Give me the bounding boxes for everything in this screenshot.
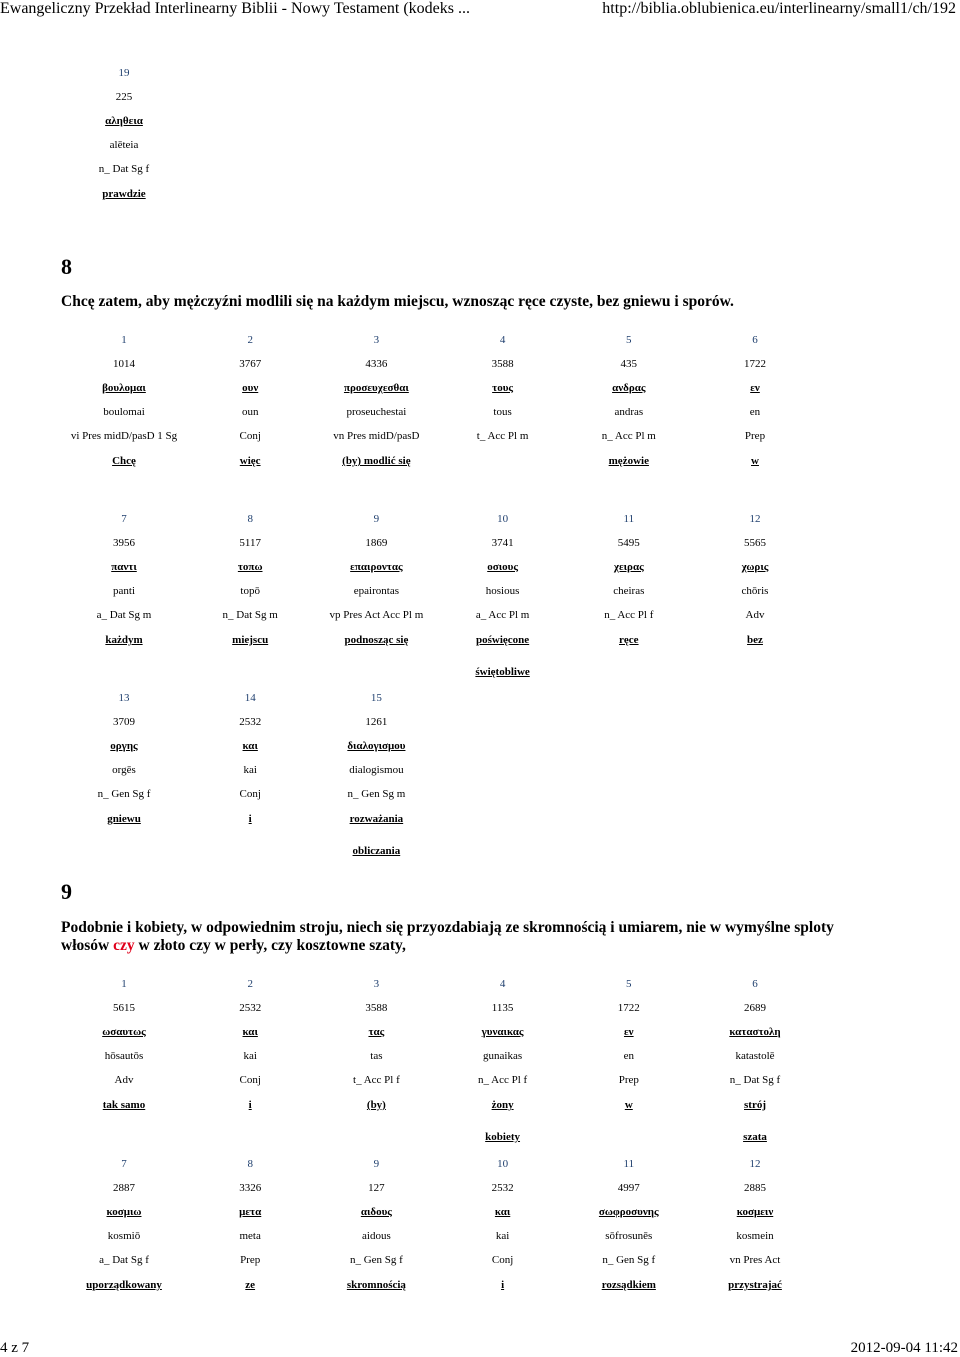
word-polish[interactable]: prawdzie [102,188,146,200]
word-greek[interactable]: κοσμιω [106,1206,142,1218]
word-strong: 2532 [239,1002,262,1014]
word-translit: kai [243,1050,257,1062]
word-polish[interactable]: przystrajać [728,1279,782,1291]
word-polish-extra[interactable]: kobiety [485,1131,521,1143]
word-translit: meta [239,1230,261,1242]
word-num: 2 [247,334,253,346]
word-strong: 1869 [365,537,388,549]
word-polish[interactable]: Chcę [112,455,136,467]
word-translit: en [749,406,761,418]
word-translit: kai [243,764,257,776]
word-polish[interactable]: mężowie [608,455,649,467]
word-num: 9 [373,1158,380,1170]
word-polish[interactable]: rozważania [349,813,404,825]
word-greek[interactable]: ουν [242,382,259,394]
word-morph: n_ Acc Pl f [477,1074,528,1086]
word-greek[interactable]: οργης [110,740,138,752]
word-translit: proseuchestai [346,406,407,418]
word-strong: 5495 [617,537,640,549]
word-greek[interactable]: και [242,1026,258,1038]
word-translit: kosmiō [107,1230,141,1242]
word-translit: hōsautōs [104,1050,144,1062]
word-strong: 1261 [365,716,388,728]
word-num: 8 [247,1158,253,1170]
word-greek[interactable]: οσιους [487,561,518,573]
word-greek[interactable]: κοσμειν [736,1206,774,1218]
word-greek[interactable]: ανδρας [612,382,646,394]
word-num: 6 [752,978,758,990]
word-translit: alēteia [109,139,139,151]
word-polish[interactable]: ze [245,1279,256,1291]
word-polish-extra[interactable]: szata [743,1131,767,1143]
word-num: 10 [497,1158,509,1170]
verse-9-number: 9 [61,879,72,904]
word-morph: Conj [491,1254,514,1266]
word-polish[interactable]: bez [747,634,763,646]
word-num: 6 [752,334,758,346]
word-morph: Conj [239,430,261,442]
verse-9-text-after: w złoto czy w perły, czy kosztowne szaty, [134,937,406,954]
word-morph: vn Pres Act [729,1254,781,1266]
word-strong: 3767 [239,358,262,370]
word-num: 9 [373,513,380,525]
word-strong: 5565 [744,537,766,549]
word-greek[interactable]: και [494,1206,511,1218]
word-morph: Prep [240,1254,261,1266]
word-morph: Adv [745,609,765,621]
word-strong: 225 [115,91,133,103]
word-polish[interactable]: strój [744,1099,766,1111]
word-num: 2 [247,978,253,990]
word-morph: Conj [239,1074,261,1086]
word-morph: n_ Gen Sg f [602,1254,656,1266]
word-num: 8 [247,513,253,525]
word-polish[interactable]: gniewu [107,813,141,825]
word-strong: 5615 [113,1002,135,1014]
word-polish[interactable]: i [248,813,252,825]
word-polish[interactable]: tak samo [102,1099,146,1111]
word-strong: 4997 [617,1182,640,1194]
word-morph: n_ Gen Sg m [347,788,406,800]
word-greek[interactable]: τας [368,1026,385,1038]
word-num: 4 [499,334,506,346]
verse-8-number: 8 [61,254,72,279]
word-morph: a_ Dat Sg f [99,1254,149,1266]
word-num: 11 [623,513,635,525]
word-strong: 2887 [113,1182,135,1194]
word-polish[interactable]: miejscu [232,634,269,646]
word-strong: 5117 [239,537,261,549]
word-morph: Conj [239,788,261,800]
word-polish[interactable]: ręce [619,634,639,646]
word-strong: 1722 [617,1002,640,1014]
word-strong: 2532 [239,716,262,728]
word-morph: t_ Acc Pl m [476,430,529,442]
word-translit: en [623,1050,634,1062]
word-translit: hosious [485,585,520,597]
word-num: 15 [370,692,382,704]
word-greek[interactable]: αιδους [360,1206,392,1218]
word-polish[interactable]: skromnością [346,1279,406,1291]
word-greek[interactable]: βουλομαι [102,382,146,394]
word-greek[interactable]: διαλογισμου [347,740,406,752]
word-strong: 1722 [744,358,766,370]
word-polish[interactable]: podnosząc się [344,634,409,646]
word-greek[interactable]: γυναικας [481,1026,524,1038]
verse-9-text-before: Podobnie i kobiety, w odpowiednim stroju, niech się przyozdabiają ze skromnością i umiarem, nie w wymyślne sploty włosów [61,919,834,954]
word-polish[interactable]: i [501,1279,505,1291]
word-polish-extra[interactable]: świętobliwe [475,666,530,678]
word-translit: aidous [362,1230,391,1242]
word-strong: 127 [368,1182,385,1194]
word-morph: n_ Acc Pl f [604,609,654,621]
word-polish-extra[interactable]: obliczania [352,845,401,857]
word-greek[interactable]: ωσαυτως [102,1026,146,1038]
word-greek[interactable]: καταστολη [729,1026,781,1038]
word-polish[interactable]: więc [239,455,261,467]
header-url[interactable]: http://biblia.oblubienica.eu/interlinearny/small1/ch/192 [602,0,956,17]
word-strong: 3709 [113,716,135,728]
word-translit: gunaikas [483,1050,523,1062]
word-greek[interactable]: μετα [239,1206,262,1218]
word-polish[interactable]: (by) modlić się [342,455,411,467]
word-strong: 4336 [365,358,388,370]
word-num: 13 [118,692,130,704]
word-translit: oun [241,406,259,418]
word-greek[interactable]: προσευχεσθαι [343,382,409,394]
word-morph: vi Pres midD/pasD 1 Sg [70,430,178,442]
word-morph: a_ Dat Sg m [96,609,152,621]
verse-8-text: Chcę zatem, aby mężczyźni modlili się na każdym miejscu, wznosząc ręce czyste, bez gniewu i sporów. [61,293,734,310]
word-translit: panti [113,585,135,597]
word-num: 7 [121,1158,127,1170]
word-translit: andras [614,406,644,418]
word-strong: 3326 [239,1182,262,1194]
word-num: 3 [373,978,380,990]
word-greek[interactable]: επαιροντας [350,561,403,573]
verse-9-text-red: czy [113,937,135,954]
word-translit: tas [370,1050,383,1062]
word-morph: n_ Dat Sg f [729,1074,781,1086]
word-polish[interactable]: w [751,455,759,467]
word-morph: n_ Gen Sg f [97,788,151,800]
word-morph: Prep [618,1074,639,1086]
word-greek[interactable]: χειρας [613,561,644,573]
verse-9-text [61,919,881,955]
word-greek[interactable]: χωρις [741,561,769,573]
word-polish[interactable]: w [624,1099,633,1111]
word-translit: topō [240,585,260,597]
word-strong: 2689 [744,1002,766,1014]
word-num: 12 [749,513,761,525]
word-translit: epairontas [353,585,399,597]
word-polish[interactable]: poświęcone [476,634,530,646]
word-morph: Adv [114,1074,134,1086]
word-greek[interactable]: τοπω [237,561,263,573]
word-greek[interactable]: παντι [111,561,137,573]
word-strong: 1014 [113,358,135,370]
word-greek[interactable]: εν [750,382,760,394]
word-translit: orgēs [112,764,136,776]
word-num: 5 [626,978,632,990]
word-translit: boulomai [103,406,145,418]
word-morph: Prep [744,430,766,442]
word-num: 3 [373,334,380,346]
word-num: 11 [623,1158,635,1170]
word-num: 10 [497,513,509,525]
word-morph: n_ Dat Sg m [222,609,278,621]
word-num: 1 [121,978,127,990]
word-polish[interactable]: uporządkowany [86,1279,162,1291]
word-morph: vp Pres Act Acc Pl m [329,609,424,621]
word-polish[interactable]: rozsądkiem [601,1279,656,1291]
footer-page: 4 z 7 [0,1340,30,1356]
word-num: 19 [118,67,130,79]
word-morph: t_ Acc Pl f [353,1074,400,1086]
word-strong: 2885 [744,1182,766,1194]
word-strong: 1135 [491,1002,514,1014]
word-num: 14 [244,692,256,704]
word-translit: katastolē [735,1050,775,1062]
word-translit: kai [495,1230,510,1242]
header-title: Ewangeliczny Przekład Interlinearny Biblii - Nowy Testament (kodeks ... [0,0,471,17]
word-strong: 3956 [113,537,135,549]
word-strong: 2532 [491,1182,514,1194]
word-translit: chōris [741,585,769,597]
page-header [0,0,960,22]
word-greek[interactable]: αληθεια [105,115,143,127]
word-strong: 3588 [365,1002,388,1014]
word-morph: n_ Gen Sg f [349,1254,403,1266]
word-translit: sōfrosunēs [605,1230,653,1242]
word-polish[interactable]: i [248,1099,252,1111]
word-strong: 3588 [491,358,514,370]
word-translit: dialogismou [349,764,404,776]
word-num: 1 [121,334,127,346]
word-greek[interactable]: σωφροσυνης [598,1206,659,1218]
word-morph: vn Pres midD/pasD [333,430,420,442]
word-translit: kosmein [736,1230,774,1242]
word-morph: a_ Acc Pl m [475,609,530,621]
word-greek[interactable]: τους [492,382,514,394]
word-polish[interactable]: każdym [105,634,143,646]
word-morph: n_ Acc Pl m [601,430,656,442]
word-num: 7 [121,513,127,525]
word-num: 12 [749,1158,761,1170]
footer-timestamp: 2012-09-04 11:42 [850,1340,958,1356]
word-strong: 3741 [491,537,514,549]
word-polish[interactable]: żony [491,1099,514,1111]
word-translit: tous [493,406,512,418]
word-polish[interactable]: (by) [366,1099,386,1111]
word-morph: n_ Dat Sg f [98,163,150,175]
word-greek[interactable]: και [242,740,258,752]
word-strong: 435 [620,358,638,370]
word-translit: cheiras [613,585,645,597]
word-num: 4 [499,978,506,990]
word-greek[interactable]: εν [623,1026,634,1038]
word-num: 5 [626,334,632,346]
